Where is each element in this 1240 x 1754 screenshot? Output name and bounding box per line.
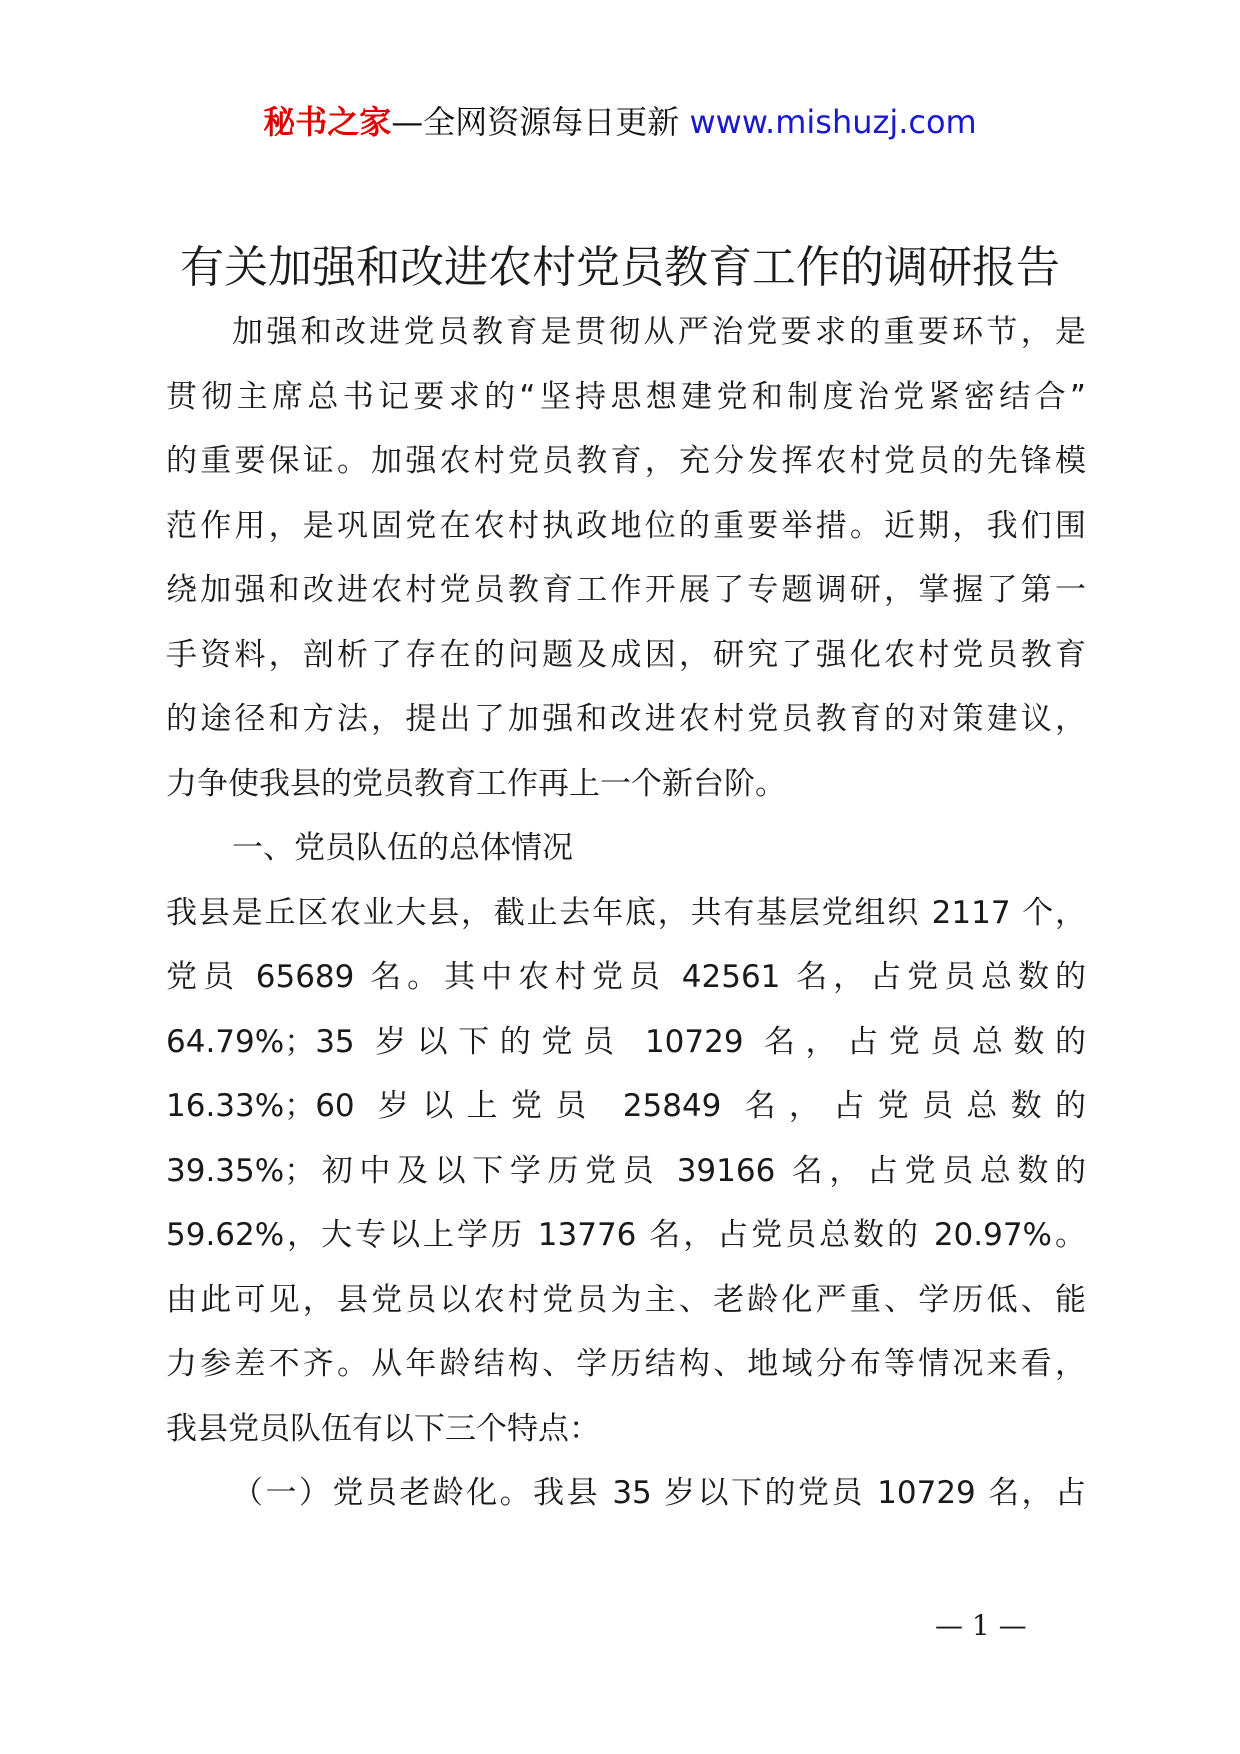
subsection-line: （一）党员老龄化。我县 35 岁以下的党员 10729 名，占 — [232, 1475, 1086, 1511]
site-url-link[interactable]: www.mishuzj.com — [689, 103, 977, 141]
header-tagline: —全网资源每日更新 — [391, 103, 690, 141]
paragraph-line: 绕加强和改进农村党员教育工作开展了专题调研，掌握了第一 — [166, 572, 1086, 608]
paragraph-line: 贯彻主席总书记要求的“坚持思想建党和制度治党紧密结合” — [166, 378, 1086, 415]
paragraph-line: 党员 65689 名。其中农村党员 42561 名，占党员总数的 — [166, 959, 1086, 995]
paragraph-line: 59.62%，大专以上学历 13776 名，占党员总数的 20.97%。 — [166, 1217, 1086, 1253]
paragraph-line: 力参差不齐。从年龄结构、学历结构、地域分布等情况来看， — [166, 1346, 1086, 1382]
paragraph-line: 加强和改进党员教育是贯彻从严治党要求的重要环节，是 — [232, 314, 1086, 350]
site-header-banner — [0, 98, 1240, 146]
paragraph-line: 39.35%；初中及以下学历党员 39166 名，占党员总数的 — [166, 1152, 1086, 1189]
paragraph-line: 我县党员队伍有以下三个特点： — [166, 1410, 600, 1447]
paragraph-line: 16.33%；60 岁以上党员 25849 名，占党员总数的 — [166, 1088, 1086, 1124]
brand-name: 秘书之家 — [263, 103, 392, 141]
paragraph-line: 手资料，剖析了存在的问题及成因，研究了强化农村党员教育 — [166, 636, 1086, 673]
section-heading: 一、党员队伍的总体情况 — [232, 830, 573, 866]
document-body — [166, 300, 1086, 1526]
paragraph-line: 的途径和方法，提出了加强和改进农村党员教育的对策建议， — [166, 701, 1086, 737]
paragraph-line: 64.79%；35 岁以下的党员 10729 名，占党员总数的 — [166, 1023, 1086, 1060]
paragraph-line: 力争使我县的党员教育工作再上一个新台阶。 — [166, 765, 786, 802]
page-number: — 1 — — [935, 1609, 1027, 1642]
paragraph-line: 我县是丘区农业大县，截止去年底，共有基层党组织 2117 个， — [166, 894, 1086, 931]
paragraph-line: 由此可见，县党员以农村党员为主、老龄化严重、学历低、能 — [166, 1281, 1086, 1318]
document-title: 有关加强和改进农村党员教育工作的调研报告 — [180, 242, 1060, 293]
paragraph-line: 的重要保证。加强农村党员教育，充分发挥农村党员的先锋模 — [166, 443, 1086, 479]
paragraph-line: 范作用，是巩固党在农村执政地位的重要举措。近期，我们围 — [166, 507, 1086, 544]
